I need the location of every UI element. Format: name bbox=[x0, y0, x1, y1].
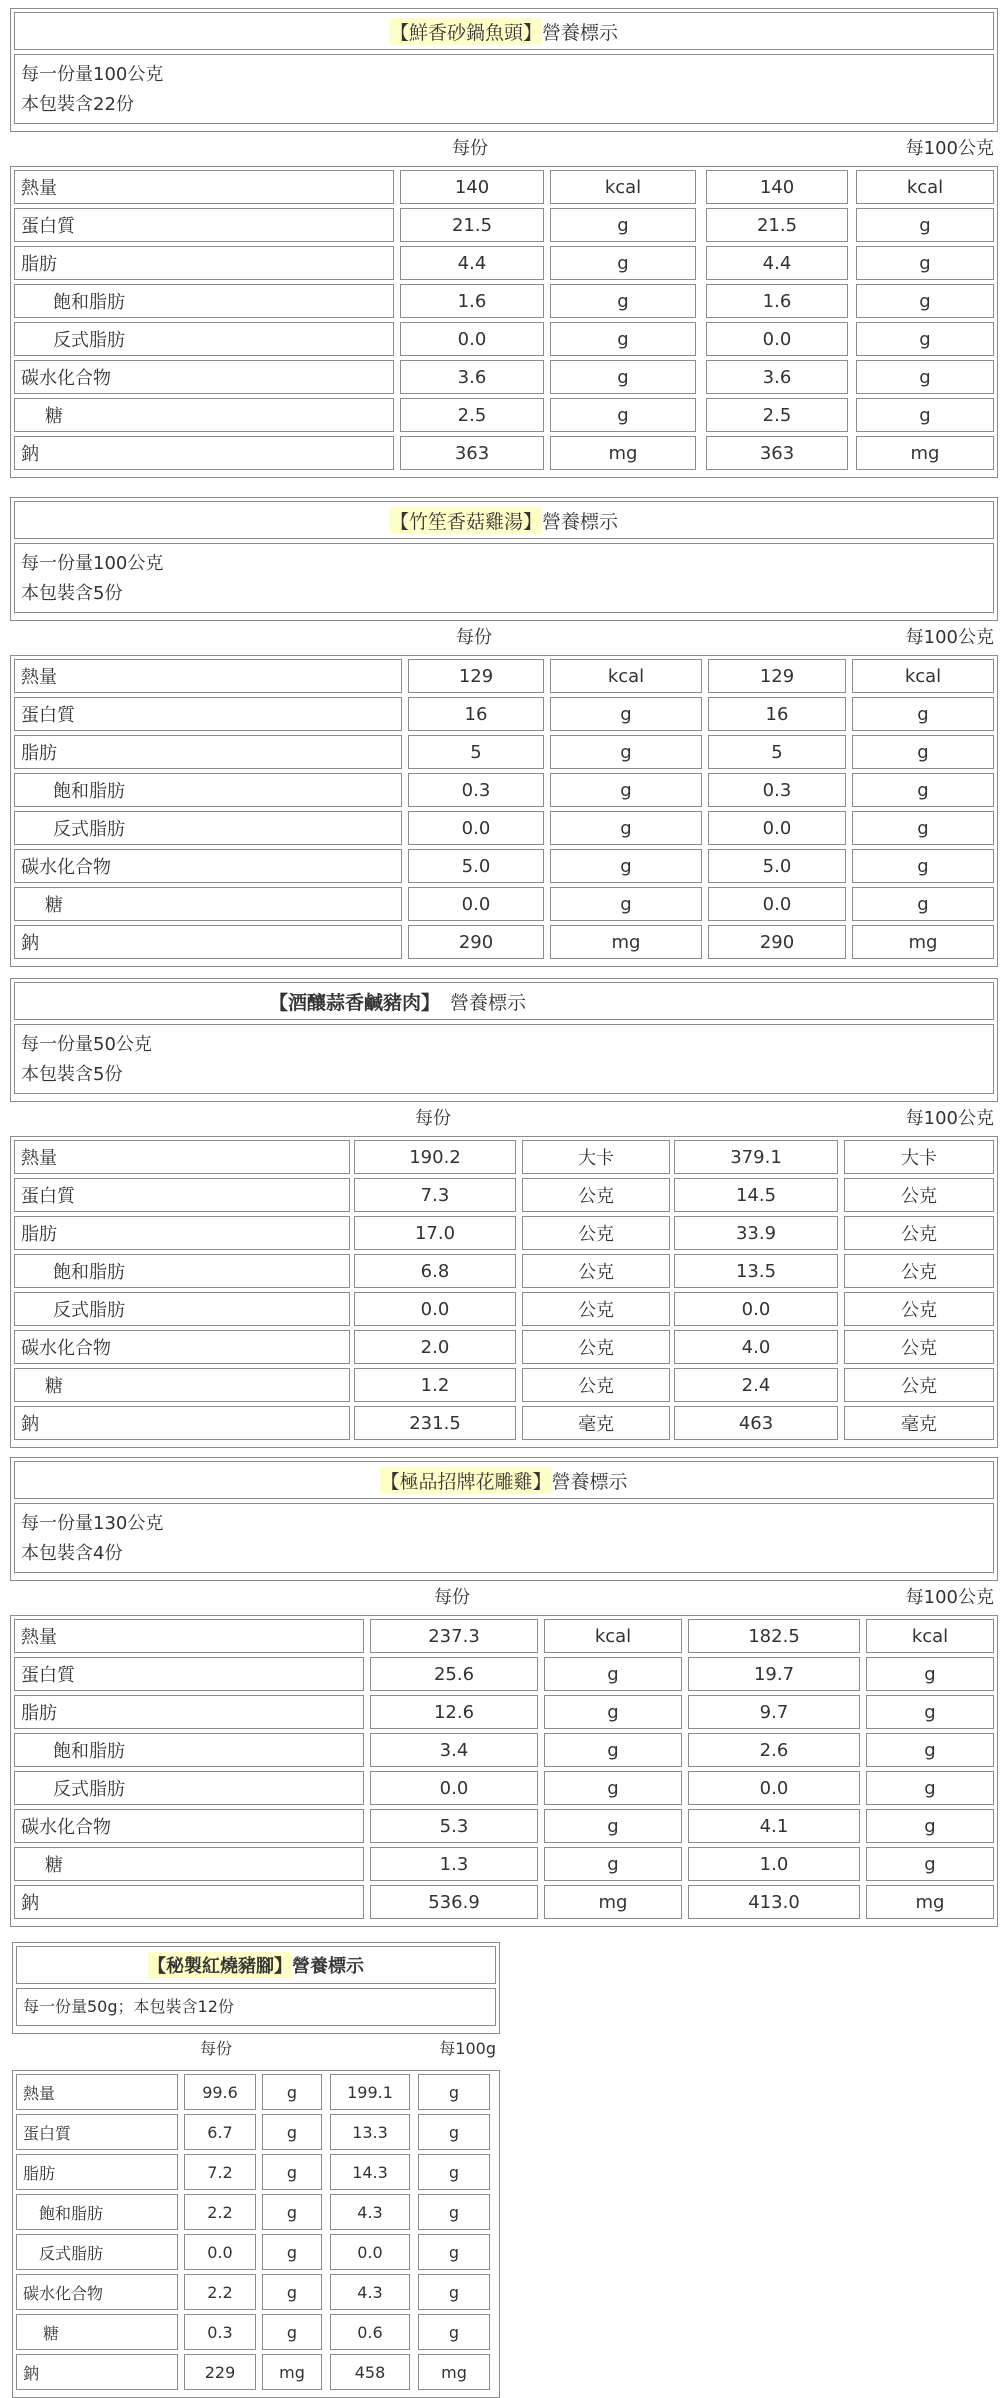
unit-per-100: 公克 bbox=[844, 1216, 994, 1250]
unit-per-serving: g bbox=[544, 1809, 682, 1843]
value-per-100: 140 bbox=[706, 170, 848, 204]
nutrient-label: 糖 bbox=[14, 1368, 350, 1402]
serving-info bbox=[16, 1988, 496, 2026]
value-per-100: 33.9 bbox=[674, 1216, 838, 1250]
unit-per-100: g bbox=[418, 2314, 490, 2350]
nutrient-label: 飽和脂肪 bbox=[14, 284, 394, 318]
unit-per-serving: g bbox=[550, 398, 696, 432]
column-header-per-100: 每100公克 bbox=[905, 1108, 994, 1129]
unit-per-serving: g bbox=[262, 2074, 322, 2110]
nutrient-label: 脂肪 bbox=[14, 1695, 364, 1729]
servings-per-package: 本包裝含4份 bbox=[21, 1543, 123, 1564]
unit-per-100: g bbox=[866, 1809, 994, 1843]
unit-per-serving: g bbox=[262, 2234, 322, 2270]
servings-per-package: 本包裝含22份 bbox=[21, 94, 134, 115]
unit-per-serving: 公克 bbox=[522, 1178, 670, 1212]
column-header-per-serving: 每份 bbox=[434, 1587, 470, 1608]
unit-per-100: g bbox=[418, 2154, 490, 2190]
value-per-serving: 140 bbox=[400, 170, 544, 204]
unit-per-100: g bbox=[418, 2234, 490, 2270]
column-header-per-100: 每100公克 bbox=[905, 138, 994, 159]
value-per-serving: 6.8 bbox=[354, 1254, 516, 1288]
column-header-per-serving: 每份 bbox=[452, 138, 488, 159]
unit-per-serving: g bbox=[544, 1733, 682, 1767]
value-per-100: 4.4 bbox=[706, 246, 848, 280]
value-per-serving: 0.0 bbox=[400, 322, 544, 356]
unit-per-serving: mg bbox=[544, 1885, 682, 1919]
nutrient-label: 鈉 bbox=[14, 436, 394, 470]
value-per-serving: 12.6 bbox=[370, 1695, 538, 1729]
label-title bbox=[14, 12, 994, 50]
label-title bbox=[14, 501, 994, 539]
nutrient-label: 鈉 bbox=[14, 1885, 364, 1919]
value-per-serving: 229 bbox=[184, 2354, 256, 2390]
unit-per-100: 公克 bbox=[844, 1254, 994, 1288]
value-per-100: 290 bbox=[708, 925, 846, 959]
value-per-serving: 536.9 bbox=[370, 1885, 538, 1919]
value-per-serving: 2.0 bbox=[354, 1330, 516, 1364]
product-name: 【竹笙香菇雞湯】 bbox=[390, 507, 542, 534]
unit-per-serving: g bbox=[550, 773, 702, 807]
unit-per-100: g bbox=[418, 2074, 490, 2110]
value-per-serving: 21.5 bbox=[400, 208, 544, 242]
value-per-100: 14.3 bbox=[330, 2154, 410, 2190]
serving-size: 每一份量50公克 bbox=[21, 1034, 152, 1055]
value-per-100: 0.0 bbox=[688, 1771, 860, 1805]
unit-per-100: 公克 bbox=[844, 1368, 994, 1402]
nutrient-label: 糖 bbox=[14, 887, 402, 921]
unit-per-serving: g bbox=[550, 360, 696, 394]
serving-info bbox=[14, 1503, 994, 1573]
nutrient-label: 鈉 bbox=[16, 2354, 178, 2390]
value-per-100: 1.0 bbox=[688, 1847, 860, 1881]
unit-per-serving: g bbox=[544, 1771, 682, 1805]
nutrient-label: 碳水化合物 bbox=[14, 849, 402, 883]
unit-per-serving: mg bbox=[550, 436, 696, 470]
unit-per-100: g bbox=[866, 1847, 994, 1881]
value-per-serving: 0.0 bbox=[408, 887, 544, 921]
nutrient-label: 鈉 bbox=[14, 1406, 350, 1440]
value-per-100: 0.6 bbox=[330, 2314, 410, 2350]
unit-per-serving: g bbox=[544, 1695, 682, 1729]
nutrient-label: 碳水化合物 bbox=[16, 2274, 178, 2310]
nutrient-label: 糖 bbox=[16, 2314, 178, 2350]
nutrient-label: 鈉 bbox=[14, 925, 402, 959]
value-per-serving: 4.4 bbox=[400, 246, 544, 280]
nutrient-label: 糖 bbox=[14, 1847, 364, 1881]
unit-per-100: 公克 bbox=[844, 1330, 994, 1364]
label-title-suffix: 營養標示 bbox=[551, 1470, 628, 1493]
unit-per-serving: 毫克 bbox=[522, 1406, 670, 1440]
servings-per-package: 本包裝含5份 bbox=[21, 583, 123, 604]
value-per-100: 4.3 bbox=[330, 2274, 410, 2310]
nutrient-label: 糖 bbox=[14, 398, 394, 432]
nutrient-label: 脂肪 bbox=[14, 246, 394, 280]
value-per-100: 379.1 bbox=[674, 1140, 838, 1174]
value-per-100: 5.0 bbox=[708, 849, 846, 883]
unit-per-serving: g bbox=[544, 1657, 682, 1691]
value-per-serving: 99.6 bbox=[184, 2074, 256, 2110]
nutrient-label: 反式脂肪 bbox=[14, 811, 402, 845]
unit-per-serving: g bbox=[262, 2274, 322, 2310]
nutrient-label: 蛋白質 bbox=[16, 2114, 178, 2150]
unit-per-serving: g bbox=[262, 2154, 322, 2190]
value-per-100: 13.3 bbox=[330, 2114, 410, 2150]
nutrient-label: 飽和脂肪 bbox=[14, 1733, 364, 1767]
unit-per-100: g bbox=[418, 2114, 490, 2150]
unit-per-serving: g bbox=[262, 2114, 322, 2150]
product-name: 【秘製紅燒豬腳】 bbox=[148, 1952, 292, 1978]
unit-per-100: g bbox=[856, 360, 994, 394]
unit-per-serving: kcal bbox=[544, 1619, 682, 1653]
value-per-100: 4.3 bbox=[330, 2194, 410, 2230]
value-per-100: 4.0 bbox=[674, 1330, 838, 1364]
nutrient-label: 反式脂肪 bbox=[14, 322, 394, 356]
value-per-100: 458 bbox=[330, 2354, 410, 2390]
serving-info bbox=[14, 543, 994, 613]
serving-size: 每一份量50g；本包裝含12份 bbox=[23, 1997, 234, 2016]
value-per-100: 199.1 bbox=[330, 2074, 410, 2110]
nutrient-label: 熱量 bbox=[14, 659, 402, 693]
value-per-100: 0.3 bbox=[708, 773, 846, 807]
value-per-serving: 129 bbox=[408, 659, 544, 693]
nutrient-label: 熱量 bbox=[14, 170, 394, 204]
unit-per-100: g bbox=[866, 1771, 994, 1805]
label-title bbox=[16, 1946, 496, 1984]
value-per-serving: 190.2 bbox=[354, 1140, 516, 1174]
value-per-100: 463 bbox=[674, 1406, 838, 1440]
unit-per-100: g bbox=[866, 1695, 994, 1729]
nutrient-label: 反式脂肪 bbox=[14, 1771, 364, 1805]
unit-per-serving: g bbox=[262, 2194, 322, 2230]
nutrient-label: 脂肪 bbox=[16, 2154, 178, 2190]
unit-per-100: g bbox=[856, 284, 994, 318]
value-per-serving: 0.0 bbox=[184, 2234, 256, 2270]
value-per-100: 0.0 bbox=[708, 887, 846, 921]
unit-per-serving: g bbox=[550, 887, 702, 921]
value-per-serving: 0.0 bbox=[408, 811, 544, 845]
value-per-serving: 231.5 bbox=[354, 1406, 516, 1440]
product-name: 【酒釀蒜香鹹豬肉】 bbox=[269, 991, 441, 1014]
nutrient-label: 熱量 bbox=[14, 1140, 350, 1174]
unit-per-serving: 公克 bbox=[522, 1216, 670, 1250]
serving-size: 每一份量100公克 bbox=[21, 553, 164, 574]
value-per-serving: 6.7 bbox=[184, 2114, 256, 2150]
nutrient-label: 蛋白質 bbox=[14, 208, 394, 242]
nutrient-label: 熱量 bbox=[16, 2074, 178, 2110]
product-name: 【極品招牌花雕雞】 bbox=[380, 1467, 551, 1494]
nutrient-label: 脂肪 bbox=[14, 1216, 350, 1250]
value-per-100: 0.0 bbox=[330, 2234, 410, 2270]
unit-per-100: 公克 bbox=[844, 1178, 994, 1212]
value-per-serving: 2.2 bbox=[184, 2194, 256, 2230]
serving-info bbox=[14, 1024, 994, 1094]
value-per-serving: 7.3 bbox=[354, 1178, 516, 1212]
unit-per-100: g bbox=[852, 849, 994, 883]
unit-per-serving: 大卡 bbox=[522, 1140, 670, 1174]
servings-per-package: 本包裝含5份 bbox=[21, 1064, 123, 1085]
value-per-serving: 1.3 bbox=[370, 1847, 538, 1881]
unit-per-100: g bbox=[852, 887, 994, 921]
value-per-100: 0.0 bbox=[674, 1292, 838, 1326]
unit-per-serving: g bbox=[262, 2314, 322, 2350]
unit-per-100: mg bbox=[418, 2354, 490, 2390]
nutrient-label: 飽和脂肪 bbox=[16, 2194, 178, 2230]
unit-per-serving: mg bbox=[262, 2354, 322, 2390]
value-per-100: 1.6 bbox=[706, 284, 848, 318]
unit-per-serving: 公克 bbox=[522, 1330, 670, 1364]
value-per-serving: 2.2 bbox=[184, 2274, 256, 2310]
unit-per-100: kcal bbox=[856, 170, 994, 204]
unit-per-100: g bbox=[856, 322, 994, 356]
nutrient-label: 蛋白質 bbox=[14, 1178, 350, 1212]
column-header-per-100: 每100g bbox=[439, 2039, 496, 2058]
value-per-serving: 3.4 bbox=[370, 1733, 538, 1767]
value-per-serving: 237.3 bbox=[370, 1619, 538, 1653]
nutrient-label: 碳水化合物 bbox=[14, 1330, 350, 1364]
unit-per-serving: g bbox=[550, 735, 702, 769]
label-title-suffix: 營養標示 bbox=[542, 21, 619, 44]
value-per-serving: 17.0 bbox=[354, 1216, 516, 1250]
value-per-100: 21.5 bbox=[706, 208, 848, 242]
label-title-suffix: 營養標示 bbox=[450, 991, 527, 1014]
nutrient-label: 熱量 bbox=[14, 1619, 364, 1653]
column-header-per-serving: 每份 bbox=[200, 2039, 233, 2058]
column-header-per-100: 每100公克 bbox=[905, 627, 994, 648]
value-per-100: 2.5 bbox=[706, 398, 848, 432]
value-per-100: 4.1 bbox=[688, 1809, 860, 1843]
nutrient-label: 飽和脂肪 bbox=[14, 1254, 350, 1288]
value-per-serving: 1.6 bbox=[400, 284, 544, 318]
value-per-serving: 7.2 bbox=[184, 2154, 256, 2190]
value-per-serving: 0.0 bbox=[370, 1771, 538, 1805]
value-per-100: 363 bbox=[706, 436, 848, 470]
value-per-serving: 1.2 bbox=[354, 1368, 516, 1402]
nutrient-label: 碳水化合物 bbox=[14, 360, 394, 394]
value-per-serving: 25.6 bbox=[370, 1657, 538, 1691]
nutrient-label: 飽和脂肪 bbox=[14, 773, 402, 807]
serving-info bbox=[14, 54, 994, 124]
unit-per-serving: g bbox=[550, 322, 696, 356]
nutrient-label: 碳水化合物 bbox=[14, 1809, 364, 1843]
unit-per-100: g bbox=[852, 811, 994, 845]
unit-per-serving: kcal bbox=[550, 659, 702, 693]
value-per-100: 0.0 bbox=[706, 322, 848, 356]
unit-per-serving: mg bbox=[550, 925, 702, 959]
unit-per-serving: g bbox=[550, 811, 702, 845]
unit-per-serving: kcal bbox=[550, 170, 696, 204]
unit-per-100: kcal bbox=[866, 1619, 994, 1653]
value-per-serving: 3.6 bbox=[400, 360, 544, 394]
label-title bbox=[14, 982, 994, 1020]
unit-per-100: kcal bbox=[852, 659, 994, 693]
label-title bbox=[14, 1461, 994, 1499]
unit-per-serving: g bbox=[550, 246, 696, 280]
unit-per-100: g bbox=[866, 1733, 994, 1767]
value-per-100: 413.0 bbox=[688, 1885, 860, 1919]
value-per-100: 2.6 bbox=[688, 1733, 860, 1767]
unit-per-100: 毫克 bbox=[844, 1406, 994, 1440]
unit-per-serving: g bbox=[550, 849, 702, 883]
value-per-100: 19.7 bbox=[688, 1657, 860, 1691]
value-per-100: 16 bbox=[708, 697, 846, 731]
value-per-serving: 0.3 bbox=[408, 773, 544, 807]
unit-per-serving: 公克 bbox=[522, 1292, 670, 1326]
unit-per-100: g bbox=[856, 246, 994, 280]
unit-per-100: g bbox=[852, 697, 994, 731]
unit-per-100: mg bbox=[866, 1885, 994, 1919]
value-per-serving: 363 bbox=[400, 436, 544, 470]
label-title-suffix: 營養標示 bbox=[542, 510, 619, 533]
nutrient-label: 反式脂肪 bbox=[14, 1292, 350, 1326]
column-header-per-serving: 每份 bbox=[456, 627, 492, 648]
unit-per-serving: 公克 bbox=[522, 1254, 670, 1288]
unit-per-100: g bbox=[866, 1657, 994, 1691]
serving-size: 每一份量130公克 bbox=[21, 1513, 164, 1534]
unit-per-100: g bbox=[856, 208, 994, 242]
unit-per-serving: g bbox=[550, 208, 696, 242]
value-per-100: 14.5 bbox=[674, 1178, 838, 1212]
unit-per-serving: g bbox=[550, 284, 696, 318]
value-per-serving: 2.5 bbox=[400, 398, 544, 432]
unit-per-100: mg bbox=[852, 925, 994, 959]
value-per-100: 0.0 bbox=[708, 811, 846, 845]
unit-per-100: mg bbox=[856, 436, 994, 470]
value-per-100: 182.5 bbox=[688, 1619, 860, 1653]
label-title-suffix: 營養標示 bbox=[292, 1956, 364, 1977]
unit-per-serving: 公克 bbox=[522, 1368, 670, 1402]
value-per-serving: 0.3 bbox=[184, 2314, 256, 2350]
value-per-serving: 16 bbox=[408, 697, 544, 731]
value-per-100: 9.7 bbox=[688, 1695, 860, 1729]
unit-per-100: g bbox=[856, 398, 994, 432]
value-per-100: 13.5 bbox=[674, 1254, 838, 1288]
unit-per-serving: g bbox=[550, 697, 702, 731]
unit-per-100: g bbox=[852, 773, 994, 807]
value-per-serving: 5.0 bbox=[408, 849, 544, 883]
value-per-serving: 0.0 bbox=[354, 1292, 516, 1326]
value-per-100: 129 bbox=[708, 659, 846, 693]
column-header-per-serving: 每份 bbox=[415, 1108, 451, 1129]
unit-per-100: 大卡 bbox=[844, 1140, 994, 1174]
nutrient-label: 蛋白質 bbox=[14, 1657, 364, 1691]
value-per-serving: 5 bbox=[408, 735, 544, 769]
value-per-serving: 5.3 bbox=[370, 1809, 538, 1843]
unit-per-100: 公克 bbox=[844, 1292, 994, 1326]
unit-per-100: g bbox=[418, 2274, 490, 2310]
unit-per-100: g bbox=[418, 2194, 490, 2230]
value-per-100: 2.4 bbox=[674, 1368, 838, 1402]
nutrient-label: 反式脂肪 bbox=[16, 2234, 178, 2270]
nutrient-label: 脂肪 bbox=[14, 735, 402, 769]
column-header-per-100: 每100公克 bbox=[905, 1587, 994, 1608]
value-per-100: 3.6 bbox=[706, 360, 848, 394]
value-per-serving: 290 bbox=[408, 925, 544, 959]
value-per-100: 5 bbox=[708, 735, 846, 769]
product-name: 【鮮香砂鍋魚頭】 bbox=[390, 18, 542, 45]
unit-per-serving: g bbox=[544, 1847, 682, 1881]
nutrient-label: 蛋白質 bbox=[14, 697, 402, 731]
serving-size: 每一份量100公克 bbox=[21, 64, 164, 85]
unit-per-100: g bbox=[852, 735, 994, 769]
